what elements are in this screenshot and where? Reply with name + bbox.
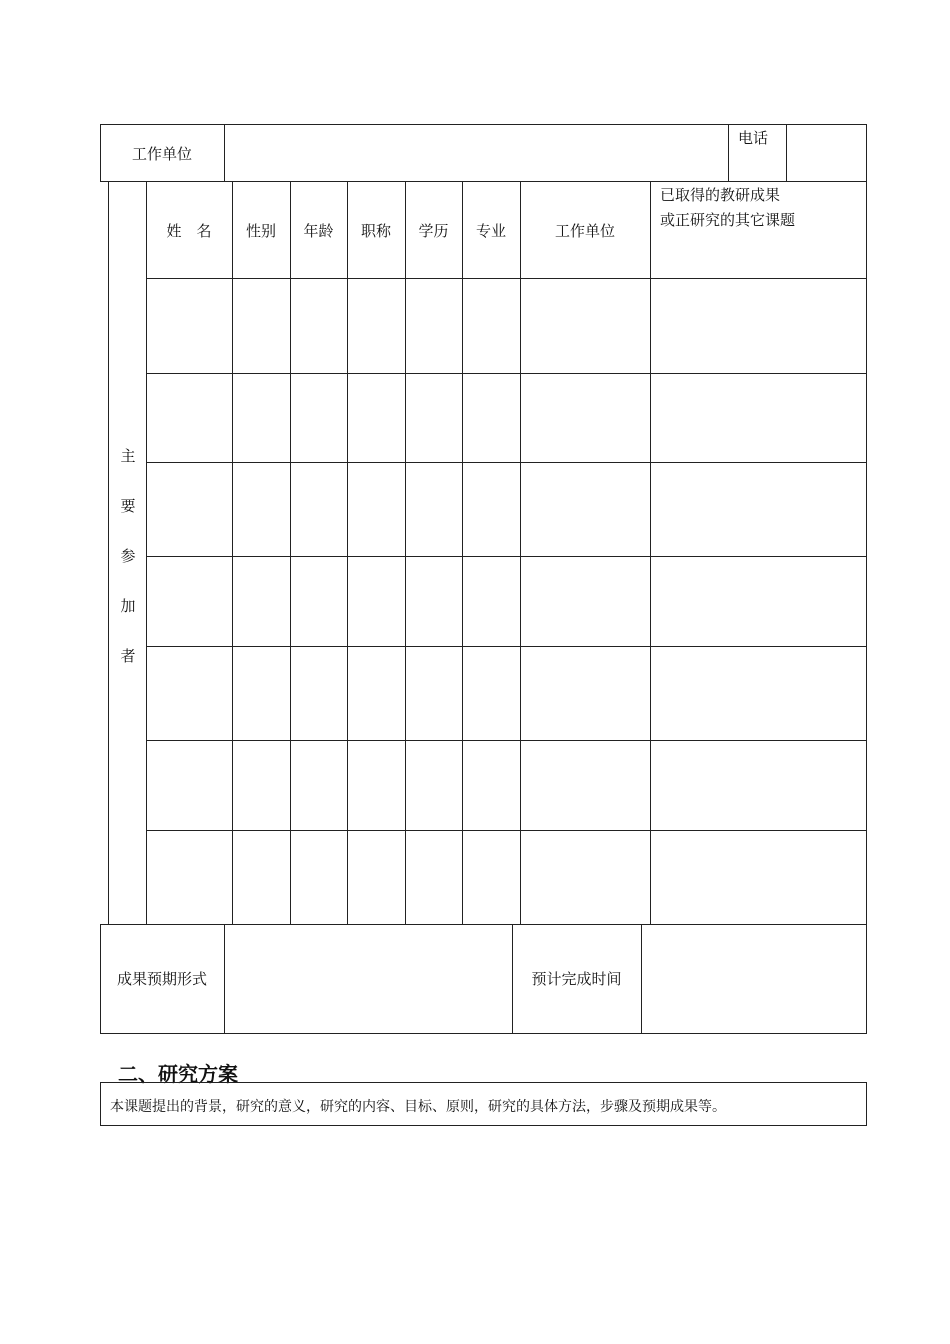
side-label-char: 主 (120, 447, 136, 465)
phone-label: 电话 (738, 129, 769, 147)
work-unit-label: 工作单位 (131, 145, 192, 163)
phone-field[interactable] (787, 125, 866, 181)
header-major: 专业 (475, 222, 506, 240)
side-label-char: 加 (120, 597, 136, 615)
table-row[interactable] (147, 463, 866, 556)
header-education: 学历 (418, 222, 449, 240)
table-row[interactable] (147, 279, 866, 373)
expected-result-form-field[interactable] (225, 925, 512, 1033)
table-row[interactable] (147, 831, 866, 924)
header-achievements-line1: 已取得的教研成果 (660, 186, 781, 204)
table-row[interactable] (147, 741, 866, 830)
expected-result-form-label: 成果预期形式 (116, 970, 207, 988)
research-plan-instructions: 本课题提出的背景，研究的意义，研究的内容、目标、原则，研究的具体方法，步骤及预期成果等。 (110, 1099, 726, 1115)
header-work-unit: 工作单位 (554, 222, 615, 240)
header-achievements-line2: 或正研究的其它课题 (660, 211, 796, 229)
header-title: 职称 (360, 222, 391, 240)
table-row[interactable] (147, 557, 866, 646)
header-name: 姓 名 (166, 222, 212, 240)
side-label-char: 参 (120, 547, 136, 565)
expected-completion-time-field[interactable] (642, 925, 866, 1033)
table-row[interactable] (147, 374, 866, 462)
work-unit-field[interactable] (225, 125, 728, 181)
header-gender: 性别 (245, 222, 276, 240)
expected-completion-time-label: 预计完成时间 (531, 970, 622, 988)
section-title: 二、研究方案 (118, 1062, 238, 1086)
side-label-char: 者 (120, 647, 136, 665)
side-label-char: 要 (120, 497, 136, 515)
table-row[interactable] (147, 647, 866, 740)
header-age: 年龄 (303, 222, 334, 240)
